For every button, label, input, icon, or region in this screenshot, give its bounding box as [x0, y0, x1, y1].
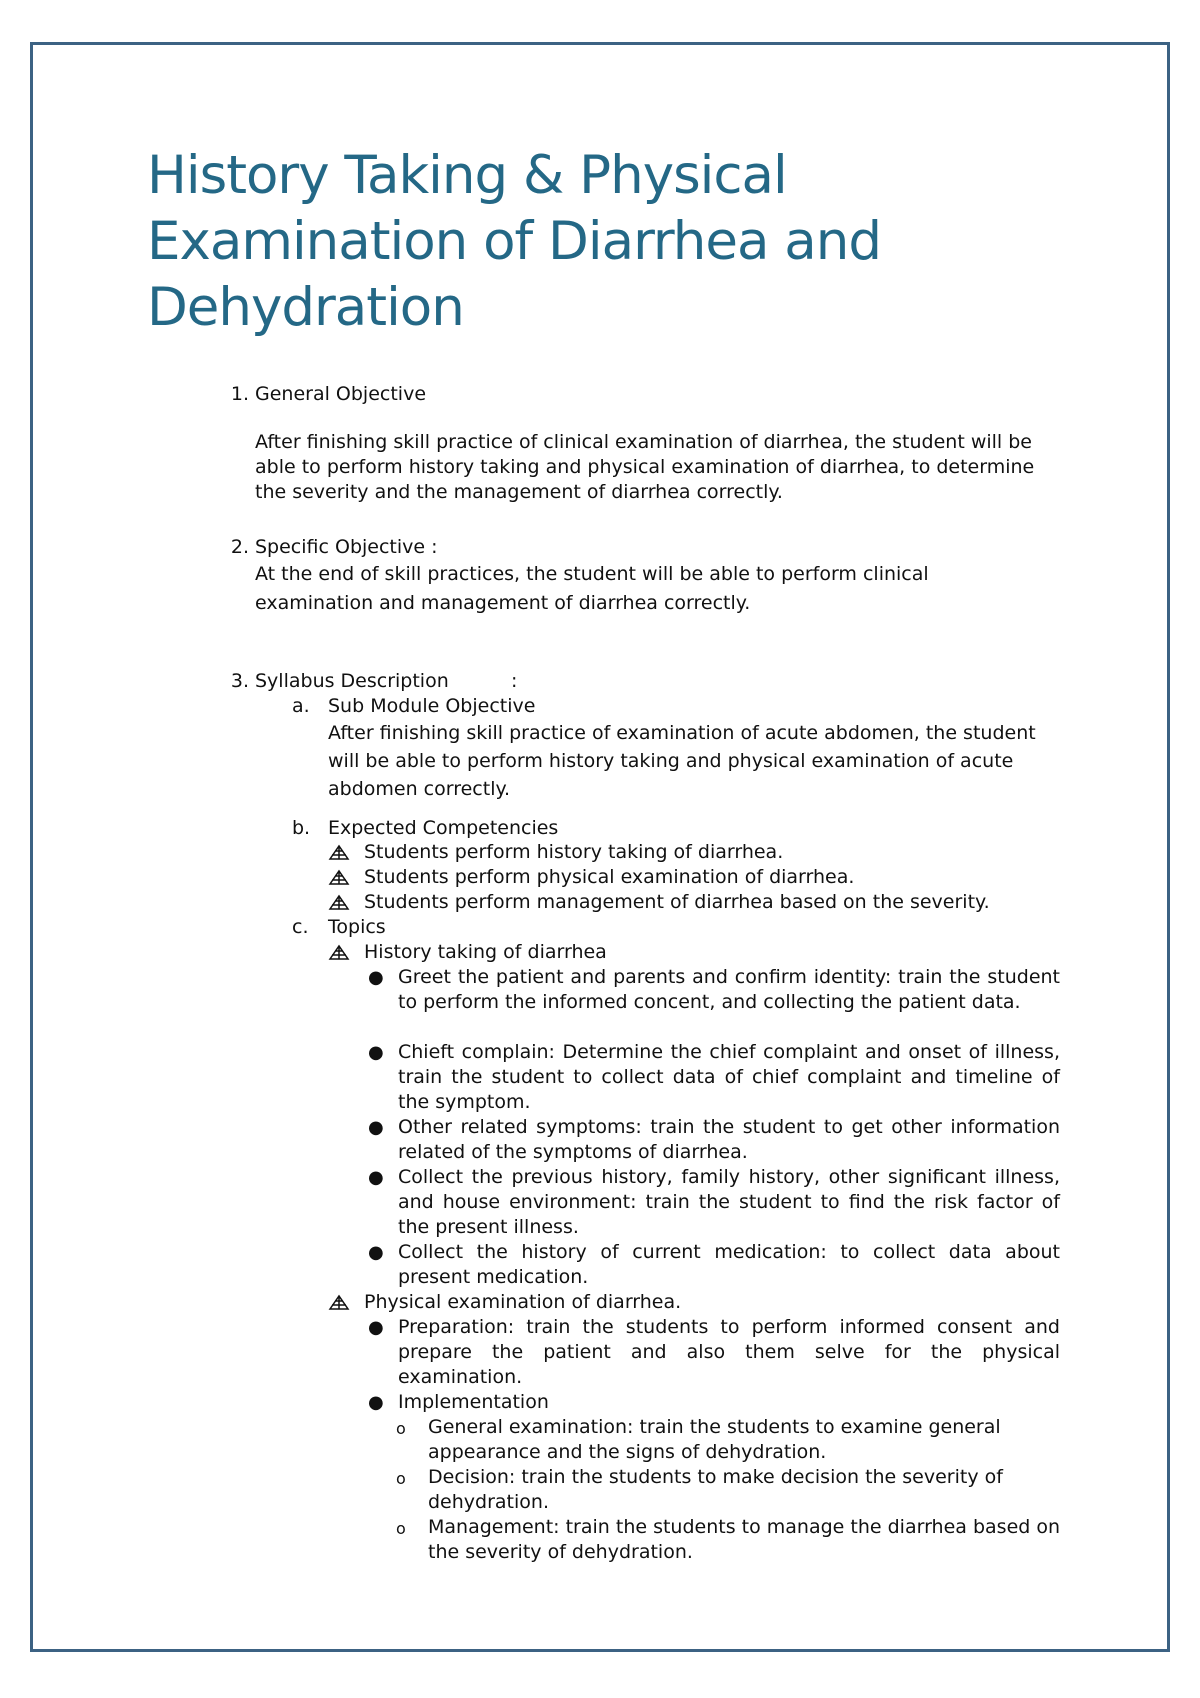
- disc-bullet: ●: [368, 1317, 384, 1338]
- list-item: [396, 1415, 1028, 1465]
- section-number: 1.: [230, 383, 249, 405]
- list-item: [368, 1315, 1060, 1390]
- competency-text: Students perform physical examination of diarrhea.: [364, 866, 855, 888]
- section-heading: Syllabus Description: [255, 670, 449, 692]
- section-heading: General Objective: [255, 383, 427, 405]
- circle-bullet: o: [396, 1419, 406, 1438]
- page-title: History Taking & Physical Examination of Diarrhea and Dehydration: [147, 145, 882, 338]
- disc-bullet: ●: [368, 1167, 384, 1188]
- list-item: [368, 1390, 1060, 1415]
- list-item: [364, 890, 1064, 915]
- list-item: [396, 1465, 1028, 1515]
- item-text: Management: train the students to manage the diarrhea based on the severity of dehydration.: [428, 1516, 1061, 1563]
- circle-bullet: o: [396, 1519, 406, 1538]
- section-colon: :: [511, 670, 518, 692]
- item-text: Collect the previous history, family history, other significant illness, and house environment: train the student to find the risk factor of the present illness.: [398, 1166, 1060, 1238]
- expected-competencies: [292, 816, 1048, 841]
- disc-bullet: ●: [368, 1242, 384, 1263]
- list-item: [368, 1165, 1060, 1240]
- item-text: Chieft complain: Determine the chief complaint and onset of illness, train the student to collect data of chief complaint and timeline of the symptom.: [398, 1041, 1060, 1113]
- circle-bullet: o: [396, 1469, 406, 1488]
- section-syllabus-description: [230, 669, 1061, 694]
- sub-module-objective: [292, 694, 1048, 803]
- topics: [292, 915, 1048, 940]
- item-text: General examination: train the students to examine general appearance and the signs of dehydration.: [428, 1416, 1001, 1463]
- windmill-icon: [328, 943, 350, 961]
- sub-module-objective-text: After finishing skill practice of examination of acute abdomen, the student will be able to perform history taking and physical examination of acute abdomen correctly.: [328, 722, 1036, 800]
- windmill-icon: [328, 868, 350, 886]
- list-item: [368, 1040, 1060, 1115]
- list-letter: c.: [292, 916, 309, 938]
- topic-heading: Physical examination of diarrhea.: [364, 1291, 682, 1313]
- item-text: Other related symptoms: train the student to get other information related of the symptoms of diarrhea.: [398, 1116, 1060, 1163]
- competency-text: Students perform history taking of diarrhea.: [364, 841, 784, 863]
- specific-objective-text: At the end of skill practices, the student will be able to perform clinical examination and management of diarrhea correctly.: [255, 563, 929, 614]
- list-item: [368, 965, 1060, 1015]
- disc-bullet: ●: [368, 967, 384, 988]
- item-text: Preparation: train the students to perform informed consent and prepare the patient and also them selve for the physical examination.: [398, 1316, 1060, 1388]
- windmill-icon: [328, 843, 350, 861]
- section-number: 3.: [230, 670, 249, 692]
- sub-heading: Expected Competencies: [328, 817, 559, 839]
- disc-bullet: ●: [368, 1042, 384, 1063]
- list-item: [364, 840, 1064, 865]
- section-specific-objective: [230, 535, 1061, 560]
- general-objective-text: After finishing skill practice of clinical examination of diarrhea, the student will be able to perform history taking and physical examination of diarrhea, to determine the severity and the management of diarrhea correctly.: [255, 431, 1035, 503]
- disc-bullet: ●: [368, 1392, 384, 1413]
- item-text: Greet the patient and parents and confirm identity: train the student to perform the informed concent, and collecting the patient data.: [398, 966, 1060, 1013]
- section-number: 2.: [230, 536, 249, 558]
- list-item: [368, 1115, 1060, 1165]
- list-letter: a.: [292, 695, 310, 717]
- sub-heading: Topics: [328, 916, 386, 938]
- list-item: [396, 1515, 1064, 1565]
- competency-text: Students perform management of diarrhea based on the severity.: [364, 891, 990, 913]
- list-item: [368, 1240, 1060, 1290]
- item-text: Implementation: [398, 1391, 549, 1413]
- windmill-icon: [328, 1293, 350, 1311]
- section-heading: Specific Objective :: [255, 536, 438, 558]
- disc-bullet: ●: [368, 1117, 384, 1138]
- topic-history-taking: [364, 940, 1064, 965]
- item-text: Collect the history of current medication: to collect data about present medication.: [398, 1241, 1060, 1288]
- windmill-icon: [328, 893, 350, 911]
- list-letter: b.: [292, 817, 311, 839]
- item-text: Decision: train the students to make decision the severity of dehydration.: [428, 1466, 1003, 1513]
- topic-heading: History taking of diarrhea: [364, 941, 607, 963]
- topic-physical-examination: [364, 1290, 1064, 1315]
- section-general-objective: [230, 382, 1061, 407]
- list-item: [364, 865, 1064, 890]
- sub-heading: Sub Module Objective: [328, 695, 536, 717]
